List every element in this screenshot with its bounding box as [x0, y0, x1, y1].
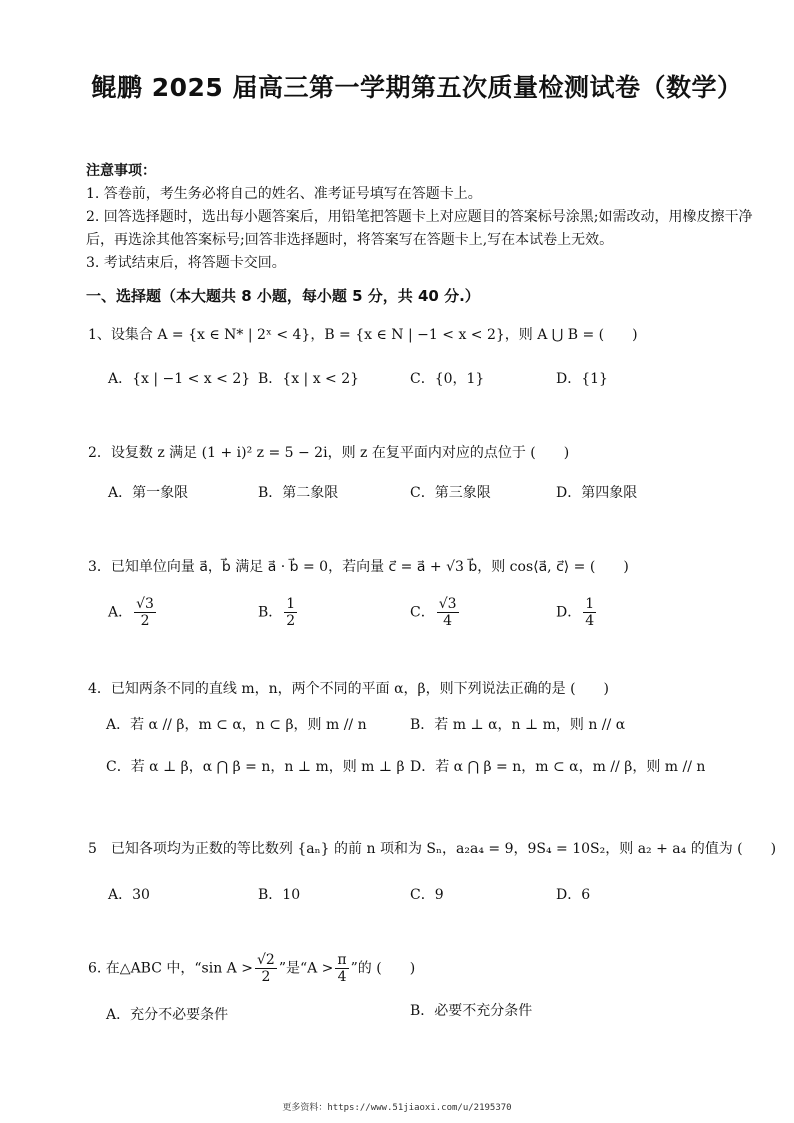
q3-option-b	[258, 596, 299, 629]
fraction-numerator: √3	[438, 596, 457, 612]
option-letter: B．	[258, 604, 283, 621]
fraction-denominator: 4	[443, 613, 453, 629]
option-letter: A．	[108, 604, 133, 621]
q2-option-d: D．第四象限	[556, 485, 638, 501]
section-heading: 一、选择题（本大题共 8 小题，每小题 5 分，共 40 分.）	[86, 287, 480, 305]
q5-option-b: B．10	[258, 887, 301, 903]
note-item: 2. 回答选择题时，选出每小题答案后，用铅笔把答题卡上对应题目的答案标号涂黑;如需改动，用橡皮擦干净后，再选涂其他答案标号;回答非选择题时，将答案写在答题卡上,写在本试卷上无效。	[86, 209, 753, 248]
q6-option-a: A．充分不必要条件	[106, 1007, 229, 1023]
fraction	[284, 596, 297, 629]
note-item: 1. 答卷前，考生务必将自己的姓名、准考证号填写在答题卡上。	[86, 186, 482, 202]
q3-option-c	[410, 596, 461, 629]
q1-option-b: B．{x | x < 2}	[258, 371, 360, 387]
fraction	[134, 596, 156, 629]
fraction-denominator: 4	[337, 969, 347, 985]
fraction-denominator: 2	[140, 613, 150, 629]
footer-link: 更多资料：https://www.51jiaoxi.com/u/2195370	[282, 1103, 512, 1113]
question-6-stem	[88, 952, 415, 985]
question-5-stem: 5 已知各项均为正数的等比数列 {aₙ} 的前 n 项和为 Sₙ，a₂a₄ = 9，9S₄ = 10S₂，则 a₂ + a₄ 的值为 ( )	[88, 841, 777, 857]
q3-option-d	[556, 596, 598, 629]
q5-option-a: A．30	[108, 887, 150, 903]
option-letter: D．	[556, 604, 582, 621]
q5-option-c: C．9	[410, 887, 444, 903]
q4-option-d: D．若 α ⋂ β = n，m ⊂ α，m // β，则 m // n	[410, 759, 706, 775]
question-3-stem: 3．已知单位向量 a⃗，b⃗ 满足 a⃗ · b⃗ = 0，若向量 c⃗ = a⃗ + √3 b⃗，则 cos⟨a⃗, c⃗⟩ = ( )	[88, 559, 629, 575]
q6-prefix: 6. 在△ABC 中，“sin A >	[88, 960, 253, 977]
fraction-denominator: 2	[286, 613, 296, 629]
q2-option-b: B．第二象限	[258, 485, 339, 501]
q4-option-c: C．若 α ⊥ β，α ⋂ β = n，n ⊥ m，则 m ⊥ β	[106, 759, 405, 775]
exam-title: 鲲鹏 2025 届高三第一学期第五次质量检测试卷（数学）	[91, 73, 743, 102]
notes-block	[86, 160, 766, 275]
q1-option-c: C．{0，1}	[410, 371, 485, 387]
q5-option-d: D．6	[556, 887, 591, 903]
q2-option-a: A．第一象限	[108, 485, 189, 501]
fraction	[255, 952, 277, 985]
fraction-numerator: 1	[585, 596, 595, 612]
question-2-stem: 2．设复数 z 满足 (1 + i)² z = 5 − 2i，则 z 在复平面内对应的点位于 ( )	[88, 445, 570, 461]
q4-option-b: B．若 m ⊥ α，n ⊥ m，则 n // α	[410, 717, 626, 733]
fraction-numerator: π	[337, 952, 347, 968]
note-item: 3. 考试结束后，将答题卡交回。	[86, 255, 286, 271]
notes-heading: 注意事项：	[86, 163, 156, 179]
q1-option-d: D．{1}	[556, 371, 608, 387]
option-letter: C．	[410, 604, 435, 621]
fraction-numerator: √2	[256, 952, 275, 968]
fraction-denominator: 4	[585, 613, 595, 629]
q2-option-c: C．第三象限	[410, 485, 491, 501]
fraction	[437, 596, 459, 629]
q4-option-a: A．若 α // β，m ⊂ α，n ⊂ β，则 m // n	[106, 717, 367, 733]
q6-suffix: ”的 ( )	[350, 960, 416, 977]
question-4-stem: 4．已知两条不同的直线 m，n，两个不同的平面 α，β，则下列说法正确的是 ( )	[88, 681, 610, 697]
fraction	[583, 596, 596, 629]
fraction	[335, 952, 348, 985]
q3-option-a	[108, 596, 158, 629]
fraction-numerator: √3	[136, 596, 154, 612]
q6-middle: ”是“A >	[278, 960, 334, 977]
question-1-stem: 1、设集合 A = {x ∈ N* | 2ˣ < 4}，B = {x ∈ N | −1 < x < 2}，则 A ⋃ B = ( )	[88, 327, 638, 343]
fraction-denominator: 2	[261, 969, 271, 985]
q1-option-a: A．{x | −1 < x < 2}	[108, 371, 251, 387]
fraction-numerator: 1	[286, 596, 296, 612]
q6-option-b: B．必要不充分条件	[410, 1003, 533, 1019]
